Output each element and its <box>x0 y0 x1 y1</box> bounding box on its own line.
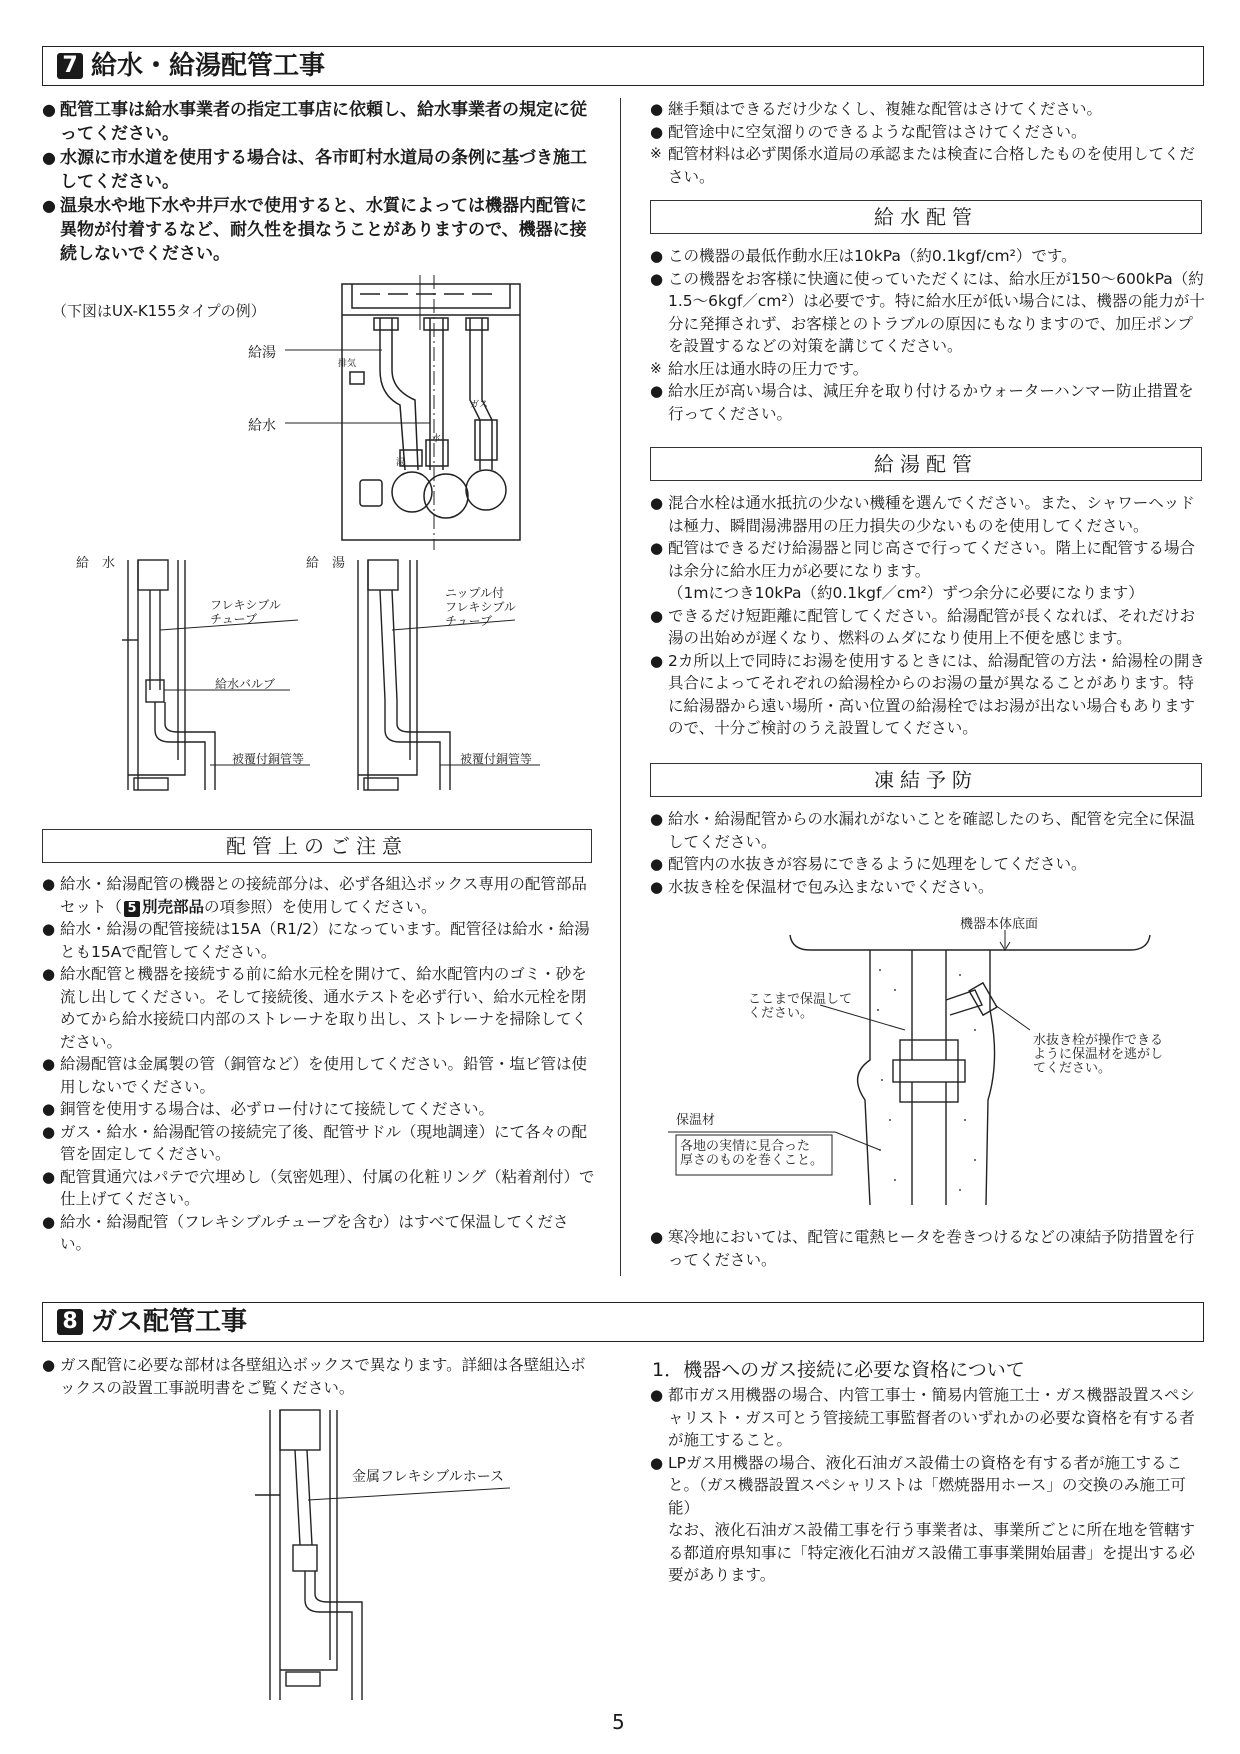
list-item: ● 給水圧が高い場合は、減圧弁を取り付けるかウォーターハンマー防止措置を行ってください。 <box>650 380 1206 425</box>
intro-item: ● 温泉水や地下水や井戸水で使用すると、水質によっては機器内配管に異物が付着するなど、耐久性を損なうことがありますので、機器に接続しないでください。 <box>42 194 602 266</box>
page-number: 5 <box>612 1710 625 1734</box>
list-item: ● できるだけ短距離に配管してください。給湯配管が長くなれば、それだけお湯の出始めが遅くなり、燃料のムダになり使用上不便を感じます。 <box>650 605 1206 650</box>
label-copper-right: 被覆付銅管等 <box>460 752 533 766</box>
intro-item: ● 配管工事は給水事業者の指定工事店に依頼し、給水事業者の規定に従ってください。 <box>42 98 602 146</box>
label-insulation: 保温材 <box>676 1113 716 1128</box>
label-kyuto: 給湯 <box>248 345 276 361</box>
caution-item: ● 給湯配管は金属製の管（銅管など）を使用してください。鉛管・塩ビ管は使用しないでください。 <box>42 1053 598 1098</box>
caution-item: ● 給水配管と機器を接続する前に給水元栓を開けて、給水配管内のゴミ・砂を流し出してください。そして接続後、通水テストを必ず行い、給水元栓を閉めてから給水接続口内部のストレーナを取り出し、ストレーナを掃除してください。 <box>42 963 598 1053</box>
section-title: 給水・給湯配管工事 <box>91 51 326 81</box>
list-item: ● 配管内の水抜きが容易にできるように処理をしてください。 <box>650 853 1206 876</box>
label-mizu: 水 <box>432 434 442 444</box>
list-item: ● 2カ所以上で同時にお湯を使用するときには、給湯配管の方法・給湯栓の開き具合によってそれぞれの給湯栓からのお湯の量が異なることがあります。特に給湯器から遠い場所・高い位置の給湯栓ではお湯が出ない場合もありますので、十分ご検討のうえ設置してください。 <box>650 650 1206 740</box>
label-drain-valve: 水抜き栓が操作できる ように保温材を逃がし てください。 <box>1033 1033 1164 1076</box>
caution-item: ● ガス・給水・給湯配管の接続完了後、配管サドル（現地調達）にて各々の配管を固定してください。 <box>42 1121 598 1166</box>
caution-item: ● 銅管を使用する場合は、必ずロー付けにて接続してください。 <box>42 1098 598 1121</box>
label-copper-left: 被覆付銅管等 <box>232 752 305 766</box>
figure-caption: （下図はUX-K155タイプの例） <box>52 302 266 320</box>
list-item: ● この機器の最低作動水圧は10kPa（約0.1kgf/cm²）です。 <box>650 245 1206 268</box>
label-gas: ガス <box>470 400 489 410</box>
kyuto-header: 給湯配管 <box>650 447 1202 481</box>
list-item: ● ガス配管に必要な部材は各壁組込ボックスで異なります。詳細は各壁組込ボックスの設置工事説明書をご覧ください。 <box>42 1354 598 1399</box>
toketsu-header: 凍結予防 <box>650 763 1202 797</box>
list-item: なお、液化石油ガス設備工事を行う事業者は、事業所ごとに所在地を管轄する都道府県知事に「特定液化石油ガス設備工事事業開始届書」を提出する必要があります。 <box>668 1521 1196 1584</box>
label-insulation-box: 各地の実情に見合った 厚さのものを巻くこと。 <box>680 1139 824 1168</box>
qualification-heading: 1．機器へのガス接続に必要な資格について <box>652 1359 1025 1381</box>
list-item: ● 都市ガス用機器の場合、内管工事士・簡易内管施工士・ガス機器設置スペシャリスト・ガス可とう管接続工事監督者のいずれかの必要な資格を有する者が施工すること。 <box>650 1384 1206 1452</box>
intro-item: ● 水源に市水道を使用する場合は、各市町村水道局の条例に基づき施工してください。 <box>42 146 602 194</box>
section-title: ガス配管工事 <box>91 1307 248 1337</box>
label-metal-flex-hose: 金属フレキシブルホース <box>352 1469 505 1485</box>
section-number: 7 <box>57 53 83 79</box>
caution-item: ● 給水・給湯配管の機器との接続部分は、必ず各組込ボックス専用の配管部品セット（ 5 別売部品の項参照）を使用してください。 <box>42 873 598 918</box>
list-item: ● 配管途中に空気溜りのできるような配管はさけてください。 <box>650 121 1206 144</box>
label-flex-tube: フレキシブル チューブ <box>210 598 281 626</box>
fig2-right-title: 給 湯 <box>306 556 346 571</box>
list-item: （1mにつき10kPa（約0.1kgf／cm²）ずつ余分に必要になります） <box>668 584 1144 602</box>
label-keep-warm: ここまで保温して ください。 <box>748 992 853 1021</box>
list-item: ● 水抜き栓を保温材で包み込まないでください。 <box>650 876 1206 899</box>
note-item: ※ 給水圧は通水時の圧力です。 <box>650 358 1206 381</box>
label-kyusui: 給水 <box>248 418 276 434</box>
label-unit-bottom: 機器本体底面 <box>960 917 1039 932</box>
list-item: ● 混合水栓は通水抵抗の少ない機種を選んでください。また、シャワーヘッドは極力、瞬間湯沸器用の圧力損失の少ないものを使用してください。 <box>650 492 1206 537</box>
kyusui-header: 給水配管 <box>650 200 1202 234</box>
caution-header: 配管上のご注意 <box>42 829 592 863</box>
list-item: ● 寒冷地においては、配管に電熱ヒータを巻きつけるなどの凍結予防措置を行ってください。 <box>650 1226 1206 1271</box>
section-ref-tag: 5 <box>124 901 140 917</box>
note-item: ※ 配管材料は必ず関係水道局の承認または検査に合格したものを使用してください。 <box>650 143 1206 188</box>
caution-item: ● 給水・給湯配管（フレキシブルチューブを含む）はすべて保温してください。 <box>42 1211 598 1256</box>
label-haiki: 排気 <box>338 359 357 369</box>
list-item: ● この機器をお客様に快適に使っていただくには、給水圧が150～600kPa（約1.5～6kgf／cm²）は必要です。特に給水圧が低い場合には、機器の能力が十分に発揮されず、お客様とのトラブルの原因にもなりますので、加圧ポンプを設置するなどの対策を講じてください。 <box>650 268 1206 358</box>
caution-item: ● 配管貫通穴はパテで穴埋めし（気密処理）、付属の化粧リング（粘着剤付）で仕上げてください。 <box>42 1166 598 1211</box>
list-item: ● LPガス用機器の場合、液化石油ガス設備士の資格を有する者が施工すること。（ガス機器設置スペシャリストは「燃焼器用ホース」の交換のみ施工可能） <box>650 1452 1206 1520</box>
list-item: ● 配管はできるだけ給湯器と同じ高さで行ってください。階上に配管する場合は余分に給水圧力が必要になります。 <box>650 537 1206 582</box>
list-item: ● 給水・給湯配管からの水漏れがないことを確認したのち、配管を完全に保温してください。 <box>650 808 1206 853</box>
caution-item: ● 給水・給湯の配管接続は15A（R1/2）になっています。配管径は給水・給湯とも15Aで配管してください。 <box>42 918 598 963</box>
fig2-left-title: 給 水 <box>76 556 116 571</box>
label-valve: 給水バルブ <box>215 677 276 691</box>
list-item: ● 継手類はできるだけ少なくし、複雑な配管はさけてください。 <box>650 98 1206 121</box>
label-nipple-tube: ニップル付 フレキシブル チューブ <box>445 586 516 628</box>
label-yu: 湯 <box>396 458 406 468</box>
qualification-list <box>650 1384 1206 1587</box>
section-number: 8 <box>57 1309 83 1335</box>
